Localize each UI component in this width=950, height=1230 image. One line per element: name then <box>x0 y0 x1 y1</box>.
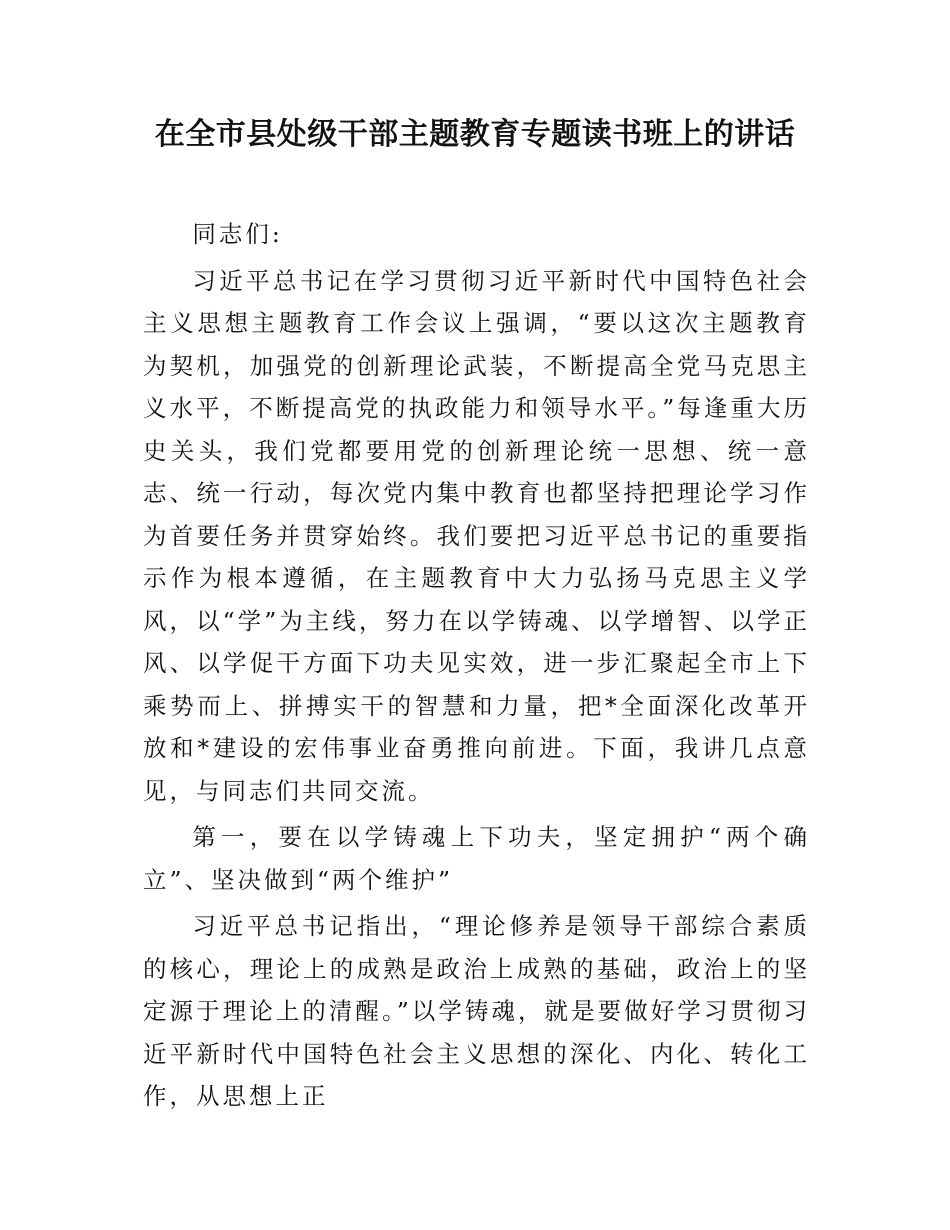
salutation: 同志们: <box>192 220 283 248</box>
paragraph-intro: 习近平总书记在学习贯彻习近平新时代中国特色社会主义思想主题教育工作会议上强调，“要以这次主题教育为契机，加强党的创新理论武装，不断提高全党马克思主义水平，不断提高党的执政能力和领导水平。”每逢重大历史关头，我们党都要用党的创新理论统一思想、统一意志、统一行动，每次党内集中教育也都坚持把理论学习作为首要任务并贯穿始终。我们要把习近平总书记的重要指示作为根本遵循，在主题教育中大力弘扬马克思主义学风，以“学”为主线，努力在以学铸魂、以学增智、以学正风、以学促干方面下功夫见实效，进一步汇聚起全市上下乘势而上、拼搏实干的智慧和力量，把*全面深化改革开放和*建设的宏伟事业奋勇推向前进。下面，我讲几点意见，与同志们共同交流。 <box>143 266 810 805</box>
document-body <box>143 213 810 1120</box>
paragraph-first-section: 习近平总书记指出，“理论修养是领导干部综合素质的核心，理论上的成熟是政治上成熟的基础，政治上的坚定源于理论上的清醒。”以学铸魂，就是要做好学习贯彻习近平新时代中国特色社会主义思想的深化、内化、转化工作，从思想上正 <box>143 912 810 1110</box>
document-title: 在全市县处级干部主题教育专题读书班上的讲话 <box>154 117 796 152</box>
section-heading-first: 第一，要在以学铸魂上下功夫，坚定拥护“两个确立”、坚决做到“两个维护” <box>143 823 810 894</box>
